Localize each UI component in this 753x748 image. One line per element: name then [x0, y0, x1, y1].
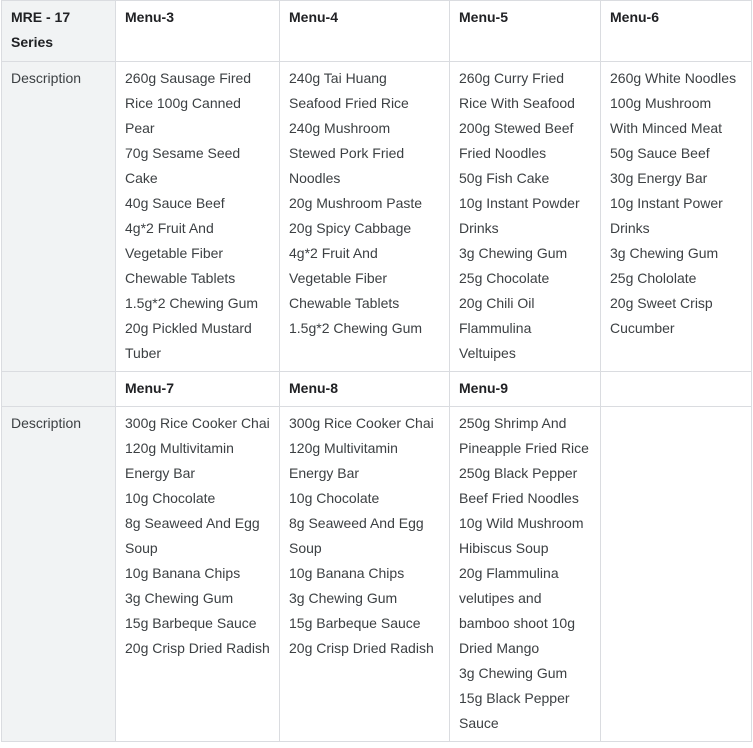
menu-description-cell: [450, 407, 601, 742]
menu-header: Menu-8: [289, 380, 338, 396]
description-row-2: [2, 407, 752, 742]
menu-item: 20g Flammulina velutipes and bamboo shoot 10g Dried Mango: [459, 565, 575, 656]
menu-item: 10g Banana Chips: [289, 565, 405, 581]
menu-item: 20g Sweet Crisp Cucumber: [610, 295, 713, 336]
menu-item: 20g Mushroom Paste: [289, 195, 423, 211]
header-row-2: [2, 372, 752, 407]
menu-item: 260g Curry Fried Rice With Seafood: [459, 70, 575, 111]
series-label: MRE - 17 Series: [11, 9, 71, 50]
menu-item: 10g Chocolate: [289, 490, 380, 506]
menu-item: 25g Chocolate: [459, 270, 550, 286]
menu-header-cell: [116, 372, 280, 407]
menu-header-cell: [601, 372, 752, 407]
description-row-1: [2, 62, 752, 372]
menu-item: 260g White Noodles 100g Mushroom With Minced Meat: [610, 70, 737, 136]
menu-item: 4g*2 Fruit And Vegetable Fiber Chewable Tablets: [289, 245, 400, 311]
menu-item: 15g Barbeque Sauce: [289, 615, 421, 631]
menu-item: 4g*2 Fruit And Vegetable Fiber Chewable Tablets: [125, 220, 236, 286]
menu-item: 8g Seaweed And Egg Soup: [289, 515, 424, 556]
menu-item: 20g Chili Oil Flammulina Veltuipes: [459, 295, 535, 361]
menu-item: 10g Chocolate: [125, 490, 216, 506]
menu-item: 8g Seaweed And Egg Soup: [125, 515, 260, 556]
mre-menu-table: [1, 0, 752, 742]
menu-item: 250g Black Pepper Beef Fried Noodles: [459, 465, 579, 506]
menu-header-cell: [116, 1, 280, 62]
menu-item: 70g Sesame Seed Cake: [125, 145, 241, 186]
empty-label-cell: [2, 372, 116, 407]
menu-item: 260g Sausage Fired Rice 100g Canned Pear: [125, 70, 252, 136]
menu-header-cell: [280, 372, 450, 407]
series-label-cell: [2, 1, 116, 62]
menu-header: Menu-6: [610, 9, 659, 25]
menu-item: 3g Chewing Gum: [610, 245, 719, 261]
menu-description-cell: [116, 62, 280, 372]
description-label: Description: [11, 70, 82, 86]
menu-header: Menu-9: [459, 380, 508, 396]
menu-item: 10g Instant Power Drinks: [610, 195, 723, 236]
menu-item: 10g Instant Powder Drinks: [459, 195, 580, 236]
menu-item: 3g Chewing Gum: [289, 590, 398, 606]
menu-item: 3g Chewing Gum: [459, 665, 568, 681]
menu-item: 200g Stewed Beef Fried Noodles: [459, 120, 574, 161]
menu-item: 1.5g*2 Chewing Gum: [125, 295, 259, 311]
menu-item: 3g Chewing Gum: [125, 590, 234, 606]
description-label: Description: [11, 415, 82, 431]
menu-description-cell: [601, 62, 752, 372]
menu-item: 15g Barbeque Sauce: [125, 615, 257, 631]
menu-description-cell: [116, 407, 280, 742]
menu-item: 25g Chololate: [610, 270, 697, 286]
menu-item: 30g Energy Bar: [610, 170, 708, 186]
menu-item: 20g Spicy Cabbage: [289, 220, 412, 236]
menu-header: Menu-7: [125, 380, 174, 396]
menu-item: 10g Wild Mushroom Hibiscus Soup: [459, 515, 584, 556]
menu-header: Menu-4: [289, 9, 338, 25]
menu-item: 40g Sauce Beef: [125, 195, 225, 211]
menu-header-cell: [280, 1, 450, 62]
menu-item: 250g Shrimp And Pineapple Fried Rice: [459, 415, 589, 456]
menu-item: 3g Chewing Gum: [459, 245, 568, 261]
menu-header-cell: [450, 372, 601, 407]
menu-item: 20g Pickled Mustard Tuber: [125, 320, 252, 361]
menu-header-cell: [601, 1, 752, 62]
menu-item: 1.5g*2 Chewing Gum: [289, 320, 423, 336]
menu-item: 20g Crisp Dried Radish: [289, 640, 434, 656]
menu-description-cell: [280, 407, 450, 742]
menu-header: Menu-5: [459, 9, 508, 25]
menu-item: 50g Fish Cake: [459, 170, 550, 186]
menu-item: 10g Banana Chips: [125, 565, 241, 581]
menu-header: Menu-3: [125, 9, 174, 25]
description-label-cell: [2, 407, 116, 742]
menu-item: 50g Sauce Beef: [610, 145, 710, 161]
menu-item: 240g Tai Huang Seafood Fried Rice: [289, 70, 409, 111]
menu-header-cell: [450, 1, 601, 62]
header-row-1: [2, 1, 752, 62]
description-label-cell: [2, 62, 116, 372]
menu-description-cell: [280, 62, 450, 372]
menu-item: 300g Rice Cooker Chai 120g Multivitamin Energy Bar: [125, 415, 270, 481]
menu-description-cell: [450, 62, 601, 372]
menu-description-cell: [601, 407, 752, 742]
menu-item: 240g Mushroom Stewed Pork Fried Noodles: [289, 120, 405, 186]
menu-item: 20g Crisp Dried Radish: [125, 640, 270, 656]
menu-item: 300g Rice Cooker Chai 120g Multivitamin Energy Bar: [289, 415, 434, 481]
menu-item: 15g Black Pepper Sauce: [459, 690, 570, 731]
